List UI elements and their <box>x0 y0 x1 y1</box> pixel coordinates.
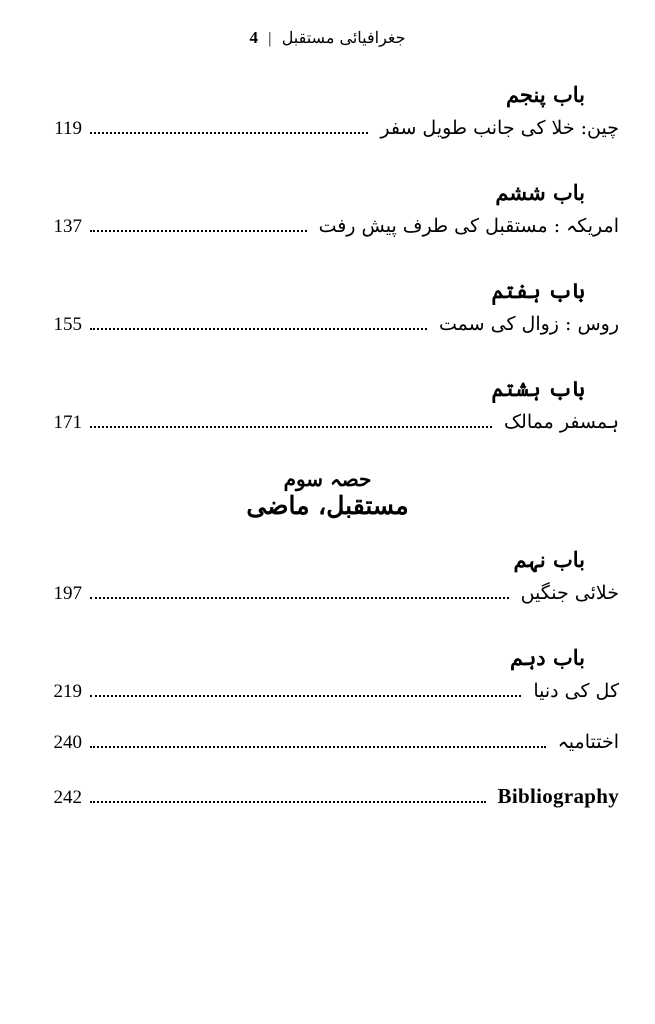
toc-leader-dots <box>90 694 521 697</box>
toc-page-number-10: 219 <box>53 680 82 702</box>
section-spacer <box>36 619 619 645</box>
chapter-label-8: باب ہشتم <box>491 376 585 401</box>
toc-entry-conclusion[interactable] <box>36 731 619 754</box>
toc-leader-dots <box>90 800 486 803</box>
chapter-block-8 <box>36 376 619 434</box>
header-separator: | <box>268 30 272 47</box>
toc-title-10: کل کی دنیا <box>533 679 619 702</box>
toc-leader-dots <box>90 327 427 330</box>
toc-leader-dots <box>90 745 546 748</box>
section-spacer <box>36 350 619 376</box>
header-page-number: 4 <box>249 28 258 47</box>
toc-entry-8[interactable] <box>36 411 619 434</box>
part-title: مستقبل، ماضی <box>246 491 409 520</box>
part-kicker: حصہ سوم <box>283 467 372 491</box>
toc-entry-5[interactable] <box>36 117 619 140</box>
toc-title-9: خلائی جنگیں <box>520 581 619 604</box>
chapter-block-9 <box>36 547 619 605</box>
toc-leader-dots <box>90 425 492 428</box>
section-spacer <box>36 154 619 180</box>
chapter-label-6: باب ششم <box>495 180 585 205</box>
toc-entry-bibliography[interactable] <box>36 784 619 809</box>
chapter-block-7 <box>36 278 619 336</box>
chapter-block-5 <box>36 82 619 140</box>
toc-title-6: امریکہ : مستقبل کی طرف پیش رفت <box>318 215 619 237</box>
toc-entry-10[interactable] <box>36 680 619 703</box>
section-spacer <box>36 252 619 278</box>
running-header <box>36 28 619 48</box>
toc-page-number-7: 155 <box>53 314 82 335</box>
part-heading-3 <box>36 468 619 521</box>
toc-title-conclusion: اختتامیہ <box>557 730 619 753</box>
toc-leader-dots <box>90 596 509 599</box>
toc-page-number-5: 119 <box>54 118 82 139</box>
toc-page-number-9: 197 <box>53 582 82 604</box>
toc-title-7: روس : زوال کی سمت <box>439 313 619 335</box>
toc-page-number-8: 171 <box>53 412 82 433</box>
toc-entry-6[interactable] <box>36 215 619 238</box>
toc-page-number-bibliography: 242 <box>53 786 82 808</box>
chapter-label-9: باب نہم <box>513 546 585 572</box>
header-book-title: جغرافیائی مستقبل <box>281 28 406 47</box>
chapter-label-10: باب دہم <box>510 644 585 670</box>
toc-page-number-6: 137 <box>53 216 82 237</box>
chapter-block-10 <box>36 645 619 703</box>
chapter-block-6 <box>36 180 619 238</box>
toc-title-5: چین: خلا کی جانب طویل سفر <box>380 117 619 139</box>
toc-entry-9[interactable] <box>36 582 619 605</box>
toc-entry-7[interactable] <box>36 313 619 336</box>
toc-leader-dots <box>90 229 307 232</box>
chapter-label-5: باب پنجم <box>505 82 585 107</box>
chapter-label-7: باب ہفتم <box>491 278 585 303</box>
toc-title-bibliography: Bibliography <box>497 783 619 808</box>
toc-title-8: ہمسفر ممالک <box>504 411 619 433</box>
toc-page-number-conclusion: 240 <box>53 731 82 753</box>
toc-leader-dots <box>90 131 368 134</box>
